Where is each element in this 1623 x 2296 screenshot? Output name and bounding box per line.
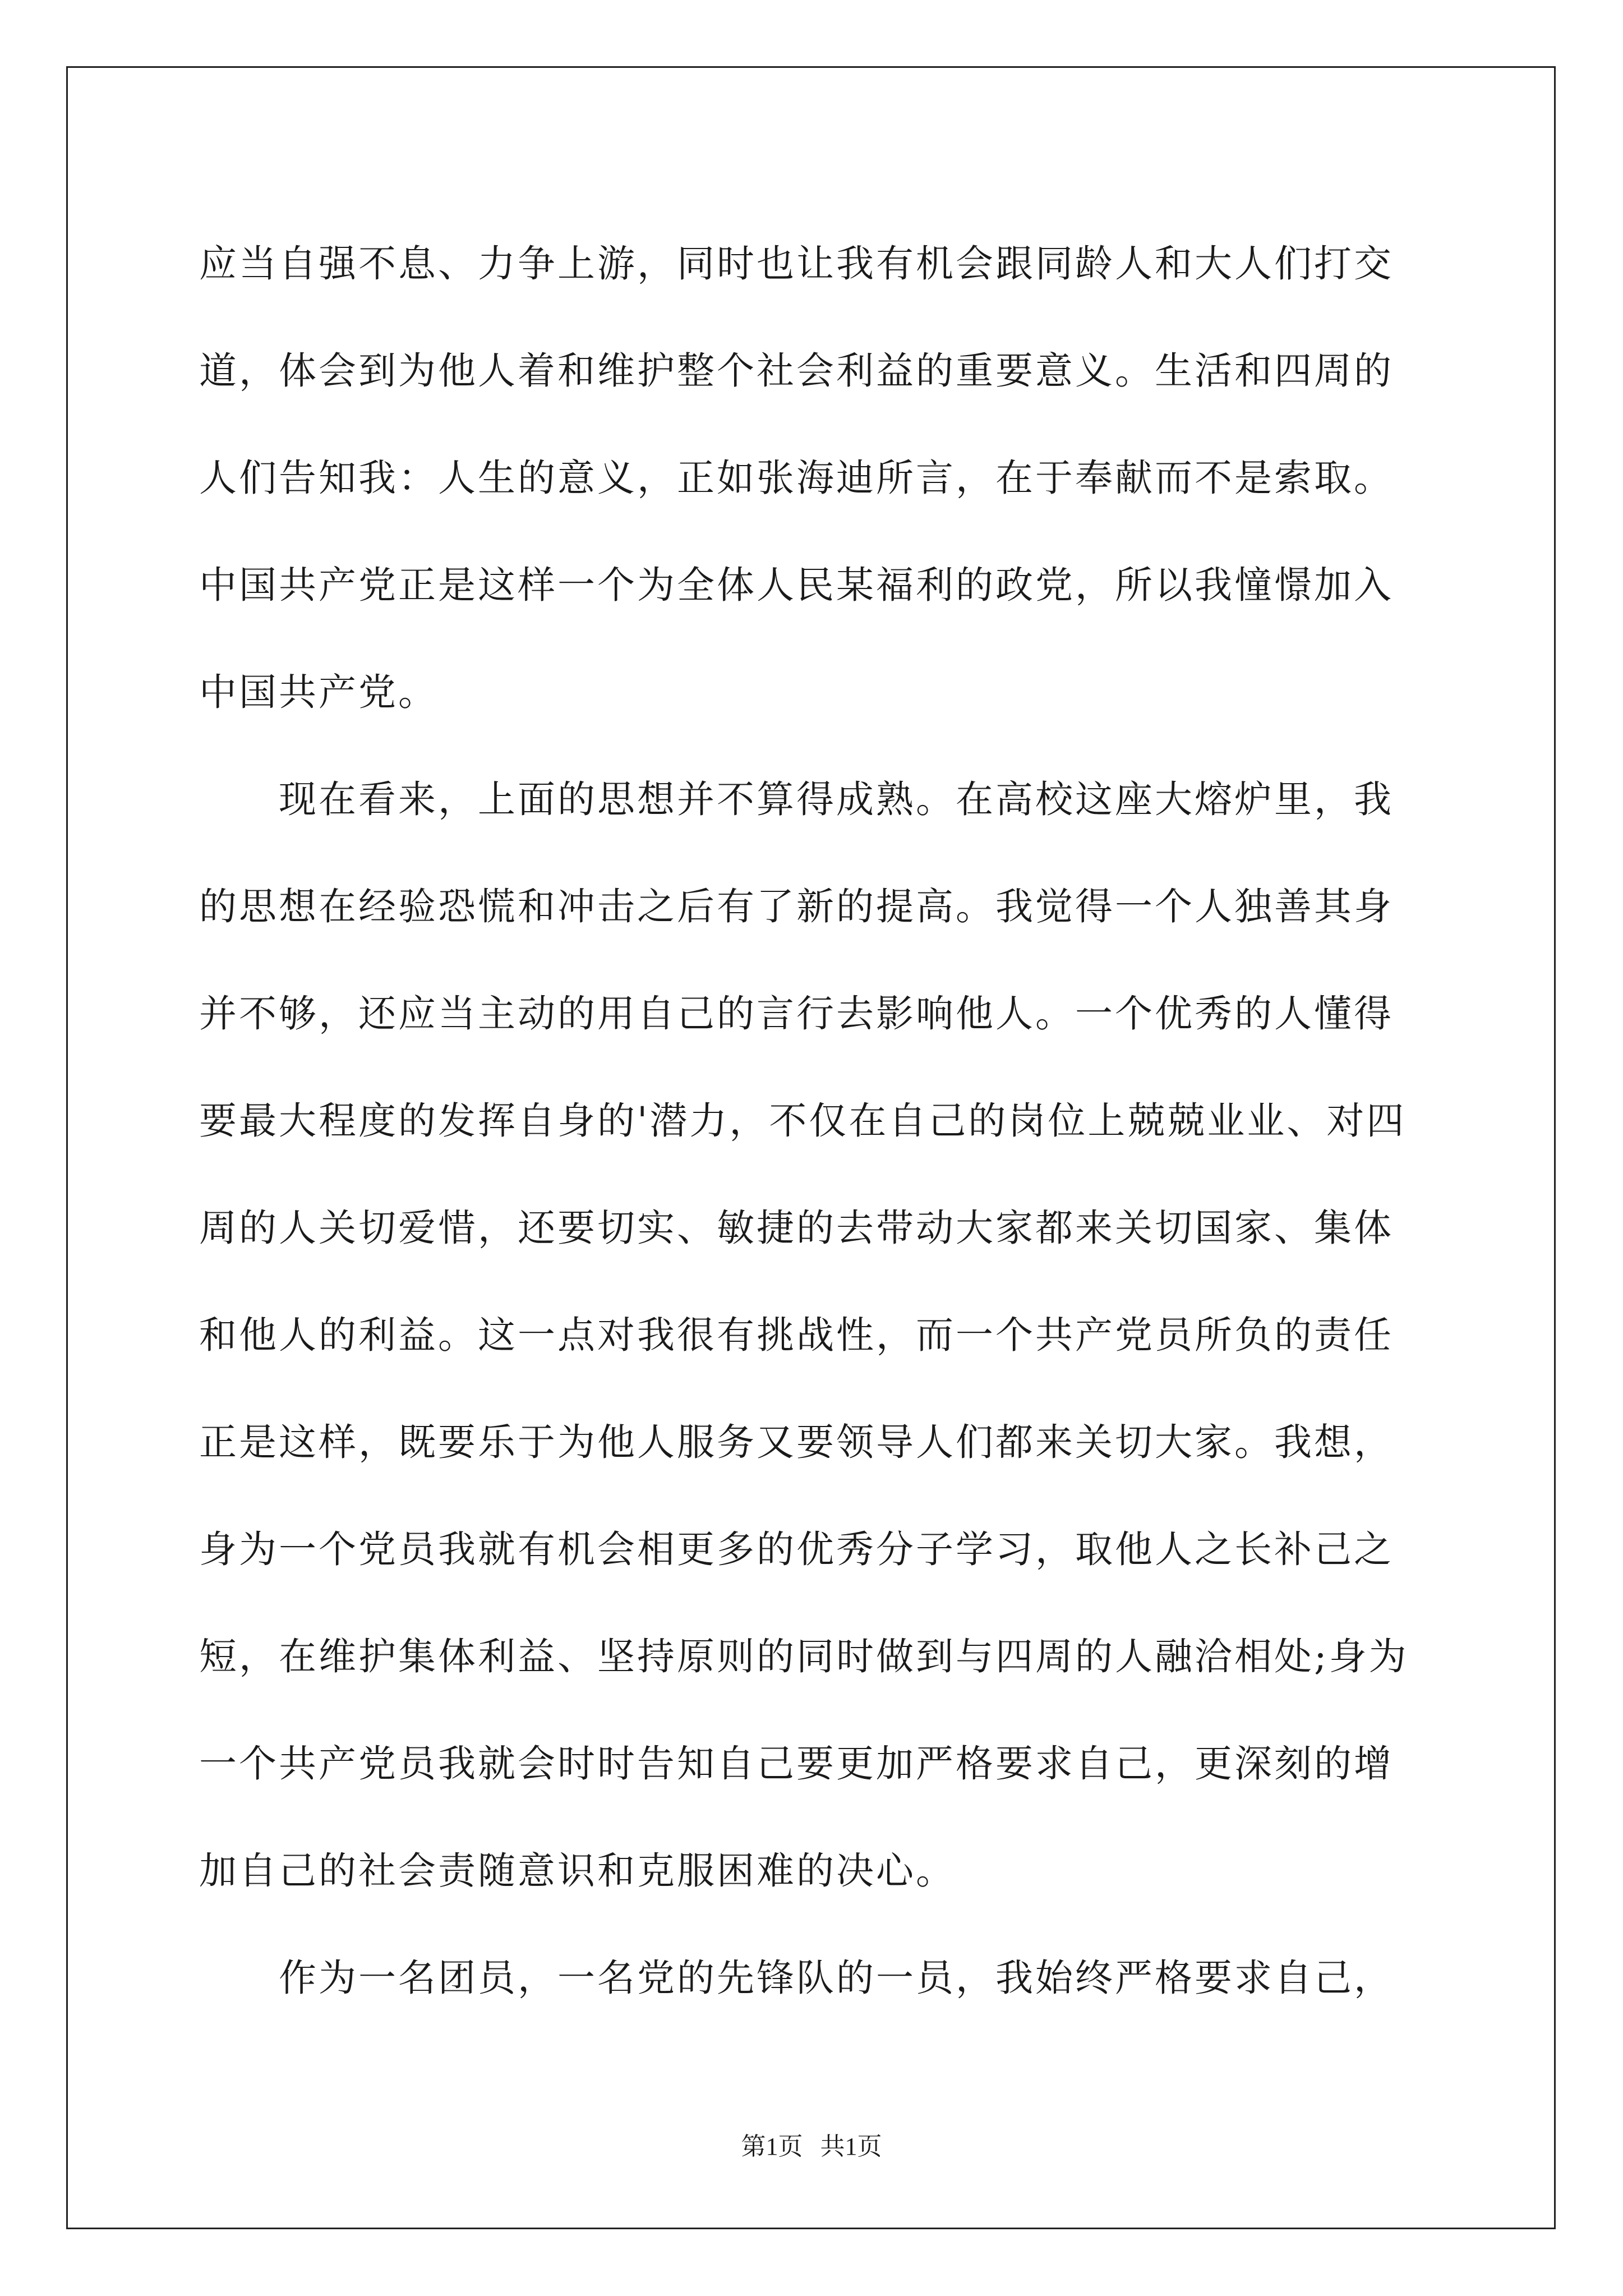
text-line: 中国共产党正是这样一个为全体人民某福利的政党，所以我憧憬加入 [199,563,1394,607]
page-number-total: 共1页 [820,2133,882,2160]
text-line: 和他人的利益。这一点对我很有挑战性，而一个共产党员所负的责任 [199,1313,1394,1357]
page-number-current: 第1页 [741,2133,803,2160]
text-line: 应当自强不息、力争上游，同时也让我有机会跟同龄人和大人们打交 [199,242,1394,286]
document-body [199,210,1433,2032]
text-line: 作为一名团员，一名党的先锋队的一员，我始终严格要求自己， [199,1956,1394,2000]
text-line: 的思想在经验恐慌和冲击之后有了新的提高。我觉得一个人独善其身 [199,885,1394,928]
text-line: 现在看来，上面的思想并不算得成熟。在高校这座大熔炉里，我 [199,777,1394,821]
text-line: 短，在维护集体利益、坚持原则的同时做到与四周的人融洽相处;身为 [199,1635,1409,1678]
text-line: 中国共产党。 [199,670,438,714]
text-line: 人们告知我：人生的意义，正如张海迪所言，在于奉献而不是索取。 [199,456,1394,500]
text-line: 并不够，还应当主动的用自己的言行去影响他人。一个优秀的人懂得 [199,992,1394,1036]
text-line: 正是这样，既要乐于为他人服务又要领导人们都来关切大家。我想， [199,1420,1394,1464]
text-line: 加自己的社会责随意识和克服困难的决心。 [199,1849,956,1893]
page-footer [0,2126,1623,2162]
text-line: 周的人关切爱惜，还要切实、敏捷的去带动大家都来关切国家、集体 [199,1206,1394,1250]
text-line: 身为一个党员我就有机会相更多的优秀分子学习，取他人之长补己之 [199,1527,1394,1571]
text-line: 道，体会到为他人着和维护整个社会利益的重要意义。生活和四周的 [199,349,1394,393]
text-line: 一个共产党员我就会时时告知自己要更加严格要求自己，更深刻的增 [199,1742,1394,1786]
text-line: 要最大程度的发挥自身的'潜力，不仅在自己的岗位上兢兢业业、对四 [199,1099,1407,1143]
